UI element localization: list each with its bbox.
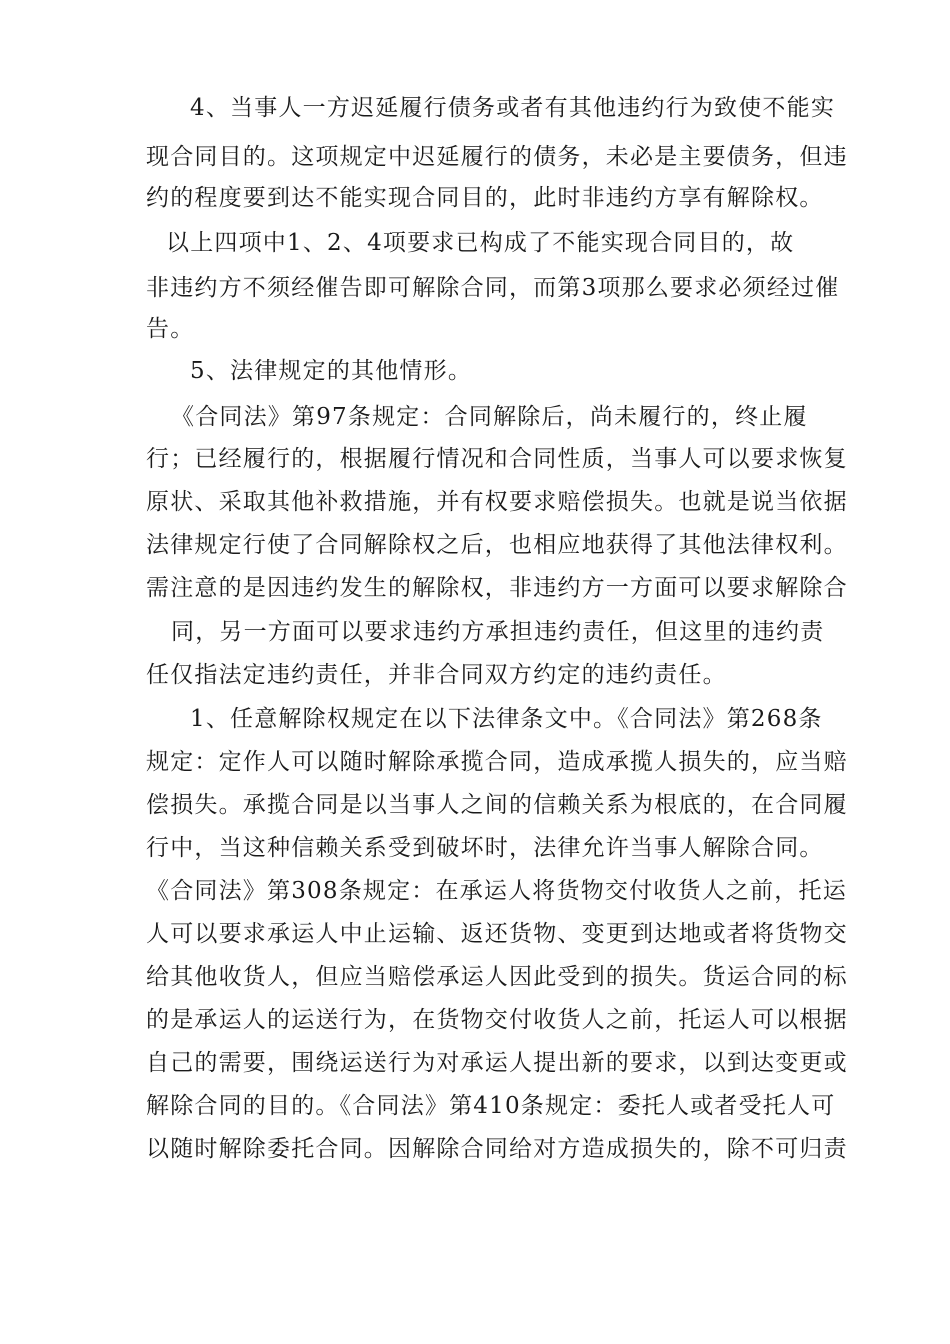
text-line: 同，另一方面可以要求违约方承担违约责任，但这里的违约责 bbox=[171, 619, 825, 645]
text-line: 需注意的是因违约发生的解除权，非违约方一方面可以要求解除合 bbox=[146, 575, 848, 601]
text-line: 1、任意解除权规定在以下法律条文中。《合同法》第268条 bbox=[190, 706, 823, 732]
text-line: 5、法律规定的其他情形。 bbox=[190, 358, 473, 384]
text-line: 任仅指法定违约责任，并非合同双方约定的违约责任。 bbox=[146, 662, 727, 688]
text-line: 自己的需要，围绕运送行为对承运人提出新的要求，以到达变更或 bbox=[146, 1050, 848, 1076]
text-line: 约的程度要到达不能实现合同目的，此时非违约方享有解除权。 bbox=[146, 185, 824, 211]
text-line: 《合同法》第97条规定：合同解除后，尚未履行的，终止履 bbox=[171, 404, 808, 430]
text-line: 4、当事人一方迟延履行债务或者有其他违约行为致使不能实 bbox=[190, 95, 836, 121]
text-line: 行；已经履行的，根据履行情况和合同性质，当事人可以要求恢复 bbox=[146, 446, 848, 472]
text-line: 以上四项中1、2、4项要求已构成了不能实现合同目的，故 bbox=[166, 230, 795, 256]
text-line: 行中，当这种信赖关系受到破坏时，法律允许当事人解除合同。 bbox=[146, 835, 824, 861]
text-line: 法律规定行使了合同解除权之后，也相应地获得了其他法律权利。 bbox=[146, 532, 848, 558]
text-line: 原状、采取其他补救措施，并有权要求赔偿损失。也就是说当依据 bbox=[146, 489, 848, 515]
text-line: 非违约方不须经催告即可解除合同，而第3项那么要求必须经过催 bbox=[146, 275, 840, 301]
text-line: 解除合同的目的。《合同法》第410条规定：委托人或者受托人可 bbox=[146, 1093, 836, 1119]
text-line: 告。 bbox=[146, 316, 195, 342]
text-line: 偿损失。承揽合同是以当事人之间的信赖关系为根底的，在合同履 bbox=[146, 792, 848, 818]
text-line: 规定：定作人可以随时解除承揽合同，造成承揽人损失的，应当赔 bbox=[146, 749, 848, 775]
text-line: 《合同法》第308条规定：在承运人将货物交付收货人之前，托运 bbox=[146, 878, 847, 904]
text-line: 给其他收货人，但应当赔偿承运人因此受到的损失。货运合同的标 bbox=[146, 964, 848, 990]
text-line: 以随时解除委托合同。因解除合同给对方造成损失的，除不可归责 bbox=[146, 1136, 848, 1162]
text-line: 的是承运人的运送行为，在货物交付收货人之前，托运人可以根据 bbox=[146, 1007, 848, 1033]
text-line: 人可以要求承运人中止运输、返还货物、变更到达地或者将货物交 bbox=[146, 921, 848, 947]
text-line: 现合同目的。这项规定中迟延履行的债务，未必是主要债务，但违 bbox=[146, 144, 848, 170]
